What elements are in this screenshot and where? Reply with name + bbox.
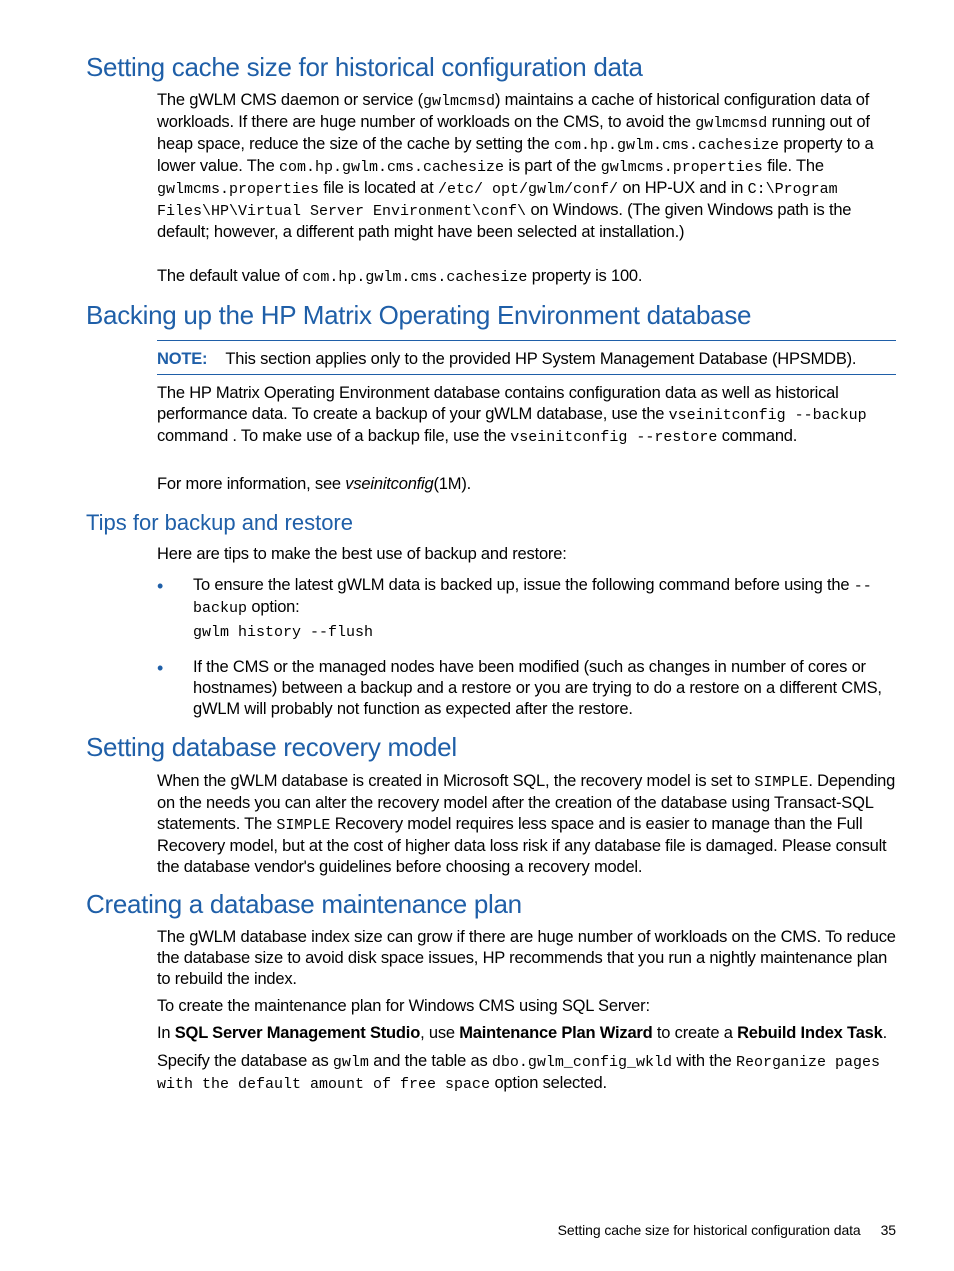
- paragraph-index-size: The gWLM database index size can grow if there are huge number of workloads on the CMS. To reduce the database size to avoid disk space issues, HP recommends that you run a nightly maintenance plan to rebuild the index.: [157, 928, 896, 988]
- note-top-rule: [157, 340, 896, 341]
- section-heading-cache-size: Setting cache size for historical configuration data: [86, 52, 643, 82]
- note-text: This section applies only to the provided HP System Management Database (HPSMDB).: [225, 350, 857, 368]
- note-bottom-rule: [157, 374, 896, 375]
- bullet-icon: •: [157, 576, 164, 596]
- page-footer: [400, 1222, 896, 1238]
- paragraph-tips-intro: Here are tips to make the best use of backup and restore:: [157, 545, 567, 563]
- page-number: 35: [880, 1222, 896, 1238]
- code-block-flush: gwlm history --flush: [193, 624, 374, 641]
- paragraph-cache-description: The gWLM CMS daemon or service (gwlmcmsd) maintains a cache of historical configuration data of workloads. If there are huge number of workloads on the CMS, to avoid the gwlmcmsd running out of heap space, reduce the size of the cache by setting the com.hp.gwlm.cms.cachesize property to a lower value. The com.hp.gwlm.cms.cachesize is part of the gwlmcms.properties file. The gwlmcms.properties file is located at /etc/ opt/gwlm/conf/ on HP-UX and in C:\Program Files\HP\Virtual Server Environment\conf\ on Windows. (The given Windows path is the default; however, a different path might have been selected at installation.): [157, 91, 874, 241]
- section-heading-recovery-model: Setting database recovery model: [86, 732, 457, 762]
- note-label: NOTE:: [157, 350, 208, 368]
- paragraph-specify-database: Specify the database as gwlm and the table as dbo.gwlm_config_wkld with the Reorganize pages with the default amount of free space option selected.: [157, 1052, 881, 1093]
- list-item-flush: To ensure the latest gWLM data is backed up, issue the following command before using the --backup option:: [193, 576, 872, 617]
- section-heading-backup: Backing up the HP Matrix Operating Environment database: [86, 300, 752, 330]
- paragraph-recovery-model: When the gWLM database is created in Microsoft SQL, the recovery model is set to SIMPLE. Depending on the needs you can alter the recovery model after the creation of the database using Transact-SQL statements. The SIMPLE Recovery model requires less space and is easier to manage than the Full Recovery model, but at the cost of higher data loss risk if any database file is damaged. Please consult the database vendor's guidelines before choosing a recovery model.: [157, 772, 896, 876]
- manpage-reference: vseinitconfig: [345, 475, 434, 493]
- paragraph-more-info: For more information, see vseinitconfig(1M).: [157, 475, 471, 493]
- subsection-heading-tips: Tips for backup and restore: [86, 510, 353, 535]
- paragraph-backup-description: The HP Matrix Operating Environment database contains configuration data as well as historical performance data. To create a backup of your gWLM database, use the vseinitconfig --backup command . To make use of a backup file, use the vseinitconfig --restore command.: [157, 384, 867, 446]
- note-box: [157, 349, 897, 370]
- bullet-icon: •: [157, 658, 164, 678]
- paragraph-default-value: The default value of com.hp.gwlm.cms.cachesize property is 100.: [157, 267, 643, 286]
- paragraph-create-plan: To create the maintenance plan for Windows CMS using SQL Server:: [157, 997, 650, 1015]
- section-heading-maintenance-plan: Creating a database maintenance plan: [86, 889, 522, 919]
- footer-title: Setting cache size for historical configuration data: [557, 1222, 861, 1238]
- paragraph-rebuild-index: In SQL Server Management Studio, use Maintenance Plan Wizard to create a Rebuild Index Task.: [157, 1024, 888, 1042]
- list-item-modified-nodes: If the CMS or the managed nodes have been modified (such as changes in number of cores or hostnames) between a backup and a restore or you are trying to do a restore on a different CMS, gWLM will probably not function as expected after the restore.: [193, 658, 882, 718]
